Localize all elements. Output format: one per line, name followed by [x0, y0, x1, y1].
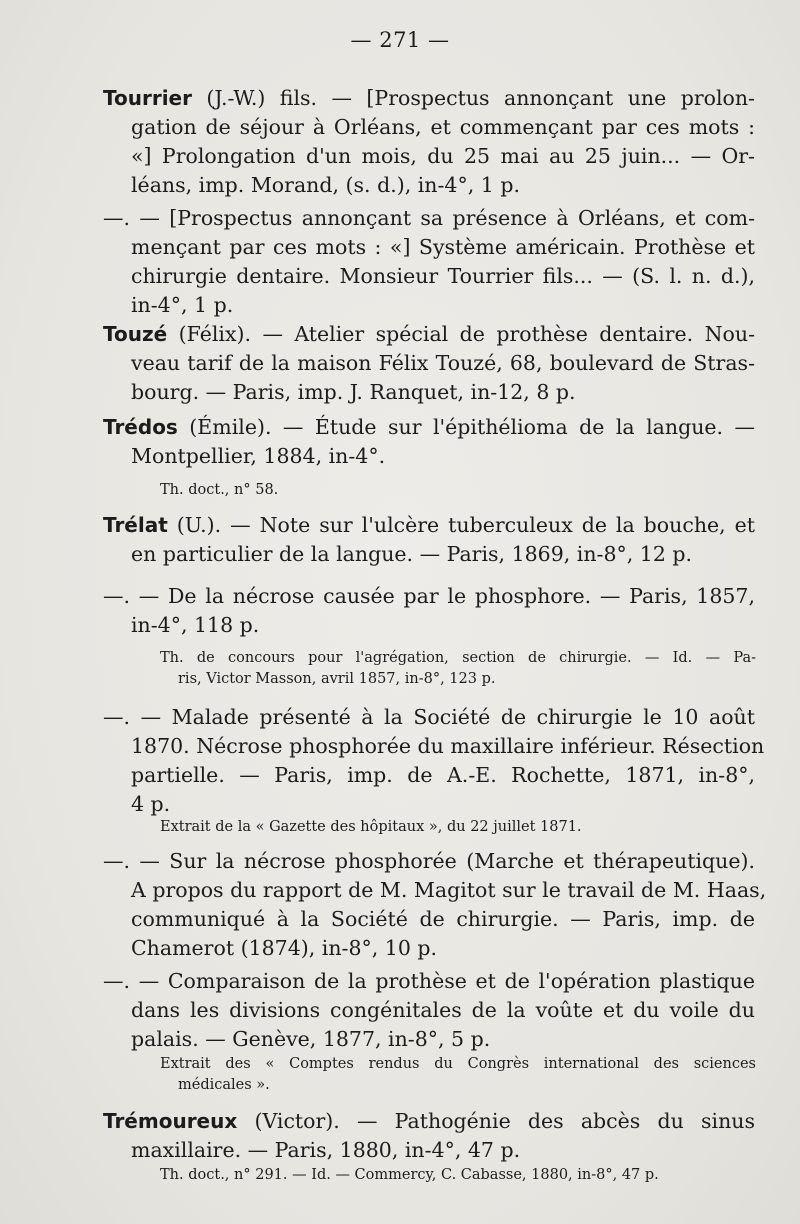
entry-note: [160, 1165, 756, 1186]
note-line: Th. doct., n° 291. — Id. — Commercy, C. Cabasse, 1880, in-8°, 47 p.: [160, 1167, 659, 1183]
bibliography-entry: [103, 413, 755, 471]
entry-author: Trélat: [103, 513, 168, 537]
entry-line: —. — Sur la nécrose phosphorée (Marche et thérapeutique).: [103, 849, 755, 873]
entry-author: Touzé: [103, 322, 168, 346]
entry-line: —. — Comparaison de la prothèse et de l'opération plastique: [103, 969, 755, 993]
entry-line: —. — Malade présenté à la Société de chirurgie le 10 août: [103, 705, 755, 729]
entry-line: [103, 320, 755, 349]
entry-line: bourg. — Paris, imp. J. Ranquet, in-12, 8 p.: [131, 380, 576, 404]
page-number: — 271 —: [350, 28, 450, 52]
bibliography-entry: [103, 511, 755, 569]
bibliography-entry: [103, 703, 765, 819]
note-line: médicales ».: [178, 1077, 270, 1093]
entry-note: [160, 648, 756, 690]
entry-line: [103, 511, 755, 540]
bibliography-entry: [103, 967, 755, 1054]
entry-line: chirurgie dentaire. Monsieur Tourrier fils... — (S. l. n. d.),: [131, 264, 755, 288]
bibliography-entry: [103, 847, 767, 963]
entry-author: Tourrier: [103, 86, 192, 110]
entry-line: dans les divisions congénitales de la voûte et du voile du: [131, 998, 755, 1022]
entry-note: [160, 480, 756, 501]
entry-line: communiqué à la Société de chirurgie. — Paris, imp. de: [131, 907, 755, 931]
entry-line: Montpellier, 1884, in-4°.: [131, 444, 386, 468]
note-line: Th. de concours pour l'agrégation, section de chirurgie. — Id. — Pa-: [160, 650, 756, 666]
entry-line: léans, imp. Morand, (s. d.), in-4°, 1 p.: [131, 173, 520, 197]
entry-line: in-4°, 1 p.: [131, 293, 234, 317]
entry-line: mençant par ces mots : «] Système américain. Prothèse et: [131, 235, 755, 259]
entry-text: (J.-W.) fils. — [Prospectus annonçant une prolon-: [191, 86, 755, 110]
bibliography-entry: [103, 1107, 755, 1165]
note-line: Extrait de la « Gazette des hôpitaux », du 22 juillet 1871.: [160, 819, 582, 835]
entry-line: en particulier de la langue. — Paris, 1869, in-8°, 12 p.: [131, 542, 693, 566]
bibliography-entry: [103, 320, 755, 407]
entry-line: Chamerot (1874), in-8°, 10 p.: [131, 936, 438, 960]
entry-line: 1870. Nécrose phosphorée du maxillaire inférieur. Résection: [131, 734, 765, 758]
entry-note: [160, 817, 756, 838]
entry-line: «] Prolongation d'un mois, du 25 mai au 25 juin... — Or-: [131, 144, 755, 168]
note-line: Th. doct., n° 58.: [160, 482, 279, 498]
entry-line: A propos du rapport de M. Magitot sur le travail de M. Haas,: [131, 878, 767, 902]
entry-line: palais. — Genève, 1877, in-8°, 5 p.: [131, 1027, 491, 1051]
entry-text: (U.). — Note sur l'ulcère tuberculeux de la bouche, et: [167, 513, 755, 537]
entry-line: [103, 413, 755, 442]
entry-line: [103, 1107, 755, 1136]
bibliography-entry: [103, 204, 755, 320]
entry-note: [160, 1054, 756, 1096]
entry-author: Trémoureux: [103, 1109, 238, 1133]
entry-line: —. — De la nécrose causée par le phosphore. — Paris, 1857,: [103, 584, 755, 608]
entry-line: partielle. — Paris, imp. de A.-E. Rochette, 1871, in-8°,: [131, 763, 755, 787]
entry-text: (Victor). — Pathogénie des abcès du sinus: [237, 1109, 755, 1133]
note-line: ris, Victor Masson, avril 1857, in-8°, 123 p.: [178, 671, 496, 687]
bibliography-entry: [103, 84, 755, 200]
entry-line: gation de séjour à Orléans, et commençant par ces mots :: [131, 115, 755, 139]
entry-line: in-4°, 118 p.: [131, 613, 260, 637]
entry-text: (Émile). — Étude sur l'épithélioma de la langue. —: [177, 415, 755, 439]
entry-line: 4 p.: [131, 792, 171, 816]
entry-line: veau tarif de la maison Félix Touzé, 68, boulevard de Stras-: [131, 351, 755, 375]
entry-line: maxillaire. — Paris, 1880, in-4°, 47 p.: [131, 1138, 521, 1162]
entry-author: Trédos: [103, 415, 178, 439]
entry-text: (Félix). — Atelier spécial de prothèse dentaire. Nou-: [167, 322, 755, 346]
note-line: Extrait des « Comptes rendus du Congrès international des sciences: [160, 1056, 756, 1072]
entry-line: [103, 84, 755, 113]
bibliography-entry: [103, 582, 755, 640]
entry-line: —. — [Prospectus annonçant sa présence à Orléans, et com-: [103, 206, 755, 230]
